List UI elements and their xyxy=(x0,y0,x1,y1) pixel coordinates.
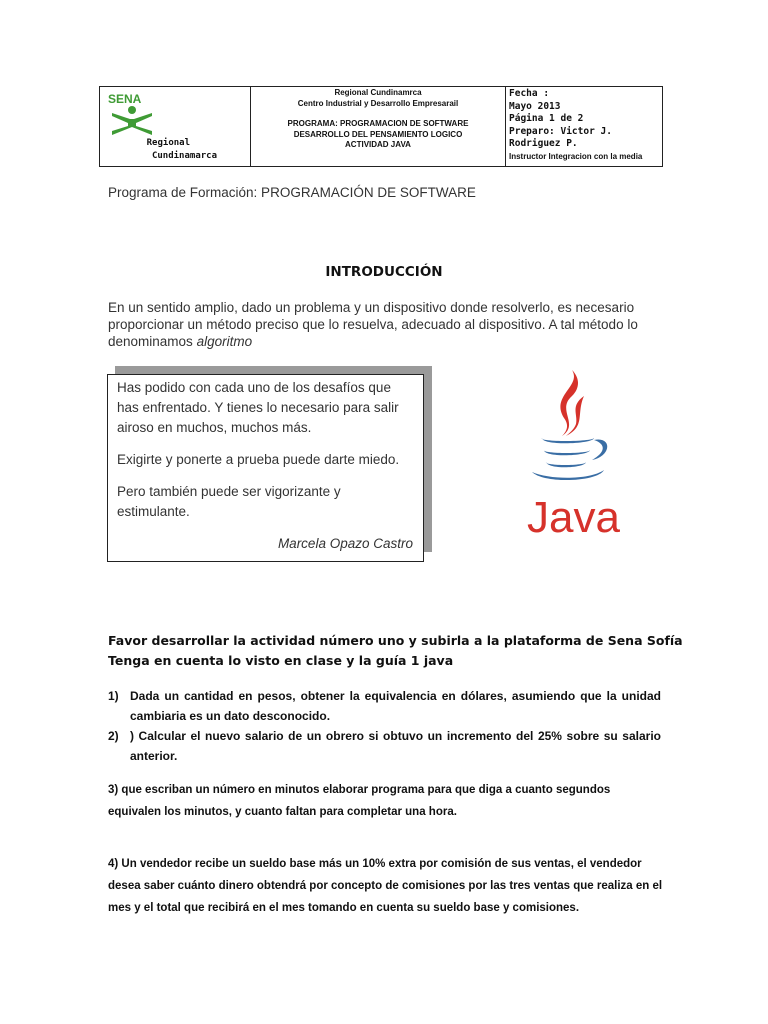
task-item-4: 4) Un vendedor recibe un sueldo base más un 10% extra por comisión de sus ventas, el vendedor desea saber cuánto dinero obtendrá por concepto de comisiones por las tres ventas que realiza en el mes y el total que recibirá en el mes tomando en cuenta su sueldo base y comisiones. xyxy=(108,858,663,914)
header-center-line: ACTIVIDAD JAVA xyxy=(345,140,411,149)
quote-author: Marcela Opazo Castro xyxy=(277,536,413,551)
task-item-3: 3) que escriban un número en minutos elaborar programa para que diga a cuanto segundos equivalen los minutos, y cuanto faltan para completar una hora. xyxy=(108,784,611,818)
java-logo xyxy=(520,366,620,546)
header-center-line: Regional Cundinamrca xyxy=(334,88,422,97)
list-item xyxy=(108,686,661,726)
header-date-label: Fecha : xyxy=(509,88,550,99)
sena-logo-word: SENA xyxy=(108,93,142,106)
list-item-number: 1) xyxy=(108,689,119,703)
header-center-line: Centro Industrial y Desarrollo Empresarail xyxy=(297,98,459,108)
task-heading xyxy=(108,631,688,671)
header-author: Preparo: Victor J. Rodriguez P. xyxy=(509,125,612,149)
header-center-line xyxy=(251,109,505,119)
header-right xyxy=(506,87,662,166)
header-logo-cell xyxy=(100,87,251,166)
sena-logo xyxy=(106,93,166,143)
quote-paragraph: Pero también puede ser vigorizante y estimulante. xyxy=(117,484,341,519)
header-center-line: DESARROLLO DEL PENSAMIENTO LOGICO xyxy=(293,129,463,139)
task-line: Favor desarrollar la actividad número uno y subirla a la plataforma de Sena Sofía xyxy=(108,633,683,648)
list-item-number: 2) xyxy=(108,729,119,743)
quote-box xyxy=(107,374,424,562)
java-logo-word: Java xyxy=(527,493,620,542)
page-title: INTRODUCCIÓN xyxy=(325,264,443,280)
list-item-text: Dada un cantidad en pesos, obtener la equivalencia en dólares, asumiendo que la unidad cambiaria es un dato desconocido. xyxy=(130,689,661,723)
logo-caption: Regional Cundinamarca xyxy=(146,138,217,161)
header-author-role: Instructor Integracion con la media xyxy=(509,151,643,161)
header-page: Página 1 de 2 xyxy=(509,113,584,124)
task-list xyxy=(108,686,661,766)
list-item xyxy=(108,726,661,766)
header-center-line: PROGRAMA: PROGRAMACION DE SOFTWARE xyxy=(287,119,469,128)
header-center xyxy=(251,87,506,166)
quote-paragraph: Exigirte y ponerte a prueba puede darte miedo. xyxy=(117,452,400,467)
intro-text: En un sentido amplio, dado un problema y un dispositivo donde resolverlo, es necesario proporcionar un método preciso que lo resuelva, adecuado al dispositivo. A tal método lo denominamos xyxy=(108,300,638,349)
program-line: Programa de Formación: PROGRAMACIÓN DE SOFTWARE xyxy=(108,185,476,200)
intro-paragraph xyxy=(108,299,668,350)
list-item-text: ) Calcular el nuevo salario de un obrero si obtuvo un incremento del 25% sobre su salario anterior. xyxy=(130,729,661,763)
task-line: Tenga en cuenta lo visto en clase y la guía 1 java xyxy=(108,653,454,668)
quote-paragraph: Has podido con cada uno de los desafíos que has enfrentado. Y tienes lo necesario para salir airoso en muchos, muchos más. xyxy=(117,380,399,435)
intro-italic: algoritmo xyxy=(196,334,253,349)
document-header xyxy=(99,86,663,167)
header-date: Mayo 2013 xyxy=(509,100,561,112)
